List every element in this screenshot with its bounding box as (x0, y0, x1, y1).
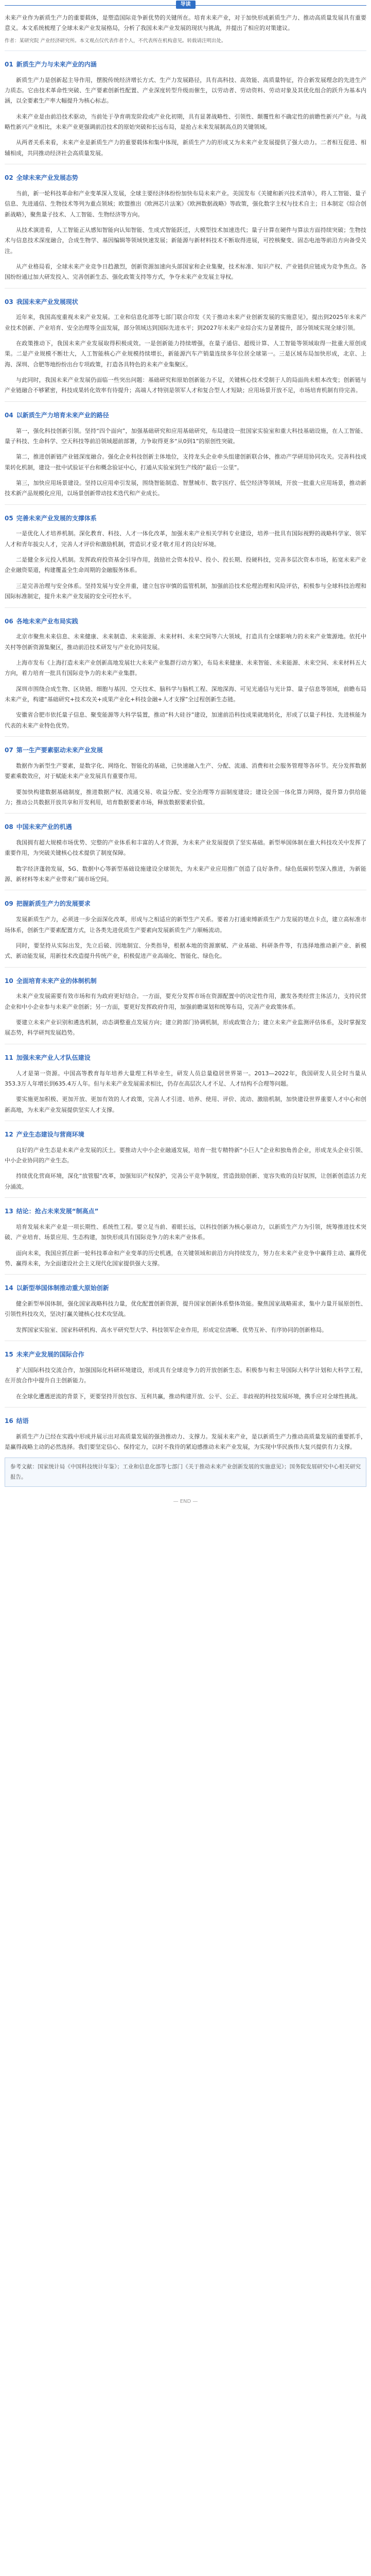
body-paragraph: 要加快构建数据基础制度，推进数据产权、流通交易、收益分配、安全治理等方面制度建设；建设全国一体化算力网络，提升算力供给能力；推动公共数据开放共享和开发利用，培育数据要素市场，释放数据要素价值。 (5, 788, 366, 806)
section-number: 08 (5, 823, 13, 831)
section-heading (5, 173, 366, 183)
body-paragraph: 从技术演进看，人工智能正从感知智能向认知智能、生成式智能跃迁，大模型技术加速迭代；量子计算在硬件与算法方面持续突破；生物技术与信息技术深度融合，合成生物学、基因编辑等领域快速发展；新能源与新材料技术不断取得进展，可控核聚变、固态电池等前沿方向备受关注。 (5, 226, 366, 255)
section-title: 以新型举国体制推动重大原始创新 (16, 1284, 109, 1292)
intro-paragraph: 未来产业作为新质生产力的重要载体，是塑造国际竞争新优势的关键所在。培育未来产业，对于加快形成新质生产力、推动高质量发展具有重要意义。本文系统梳理了全球未来产业发展格局，分析了我国未来产业发展的现状与挑战，并提出了相应的对策建议。 (5, 14, 366, 32)
article-section (5, 976, 366, 1039)
body-paragraph: 近年来，我国高度重视未来产业发展。工业和信息化部等七部门联合印发《关于推动未来产业创新发展的实施意见》，提出到2025年未来产业技术创新、产业培育、安全治理等全面发展，部分领域达到国际先进水平；到2027年未来产业综合实力显著提升，部分领域实现全球引领。 (5, 314, 366, 331)
section-heading (5, 976, 366, 987)
body-paragraph: 面向未来，我国应抓住新一轮科技革命和产业变革的历史机遇，在关键领域和前沿方向持续发力，努力在未来产业竞争中赢得主动、赢得优势、赢得未来，为全面建设社会主义现代化国家提供强大支撑。 (5, 1249, 366, 1267)
section-number: 03 (5, 298, 13, 306)
section-heading (5, 59, 366, 70)
section-divider (5, 967, 366, 968)
body-paragraph: 同时，要坚持从实际出发，先立后破、因地制宜、分类指导，根据本地的资源禀赋、产业基础、科研条件等，有选择地推动新产业、新模式、新动能发展，用新技术改造提升传统产业，积极促进产业高端化、智能化、绿色化。 (5, 942, 366, 960)
article-section (5, 410, 366, 499)
section-heading (5, 745, 366, 756)
section-heading (5, 1283, 366, 1294)
section-title: 各地未来产业布局实践 (16, 617, 78, 625)
section-number: 09 (5, 900, 13, 908)
article-section (5, 1129, 366, 1192)
body-paragraph: 发展新质生产力，必须进一步全面深化改革，形成与之相适应的新型生产关系。要着力打通束缚新质生产力发展的堵点卡点，建立高标准市场体系，创新生产要素配置方式，让各类先进优质生产要素向发展新质生产力顺畅流动。 (5, 916, 366, 934)
section-number: 16 (5, 1417, 13, 1425)
body-paragraph: 扩大国际科技交流合作，加强国际化科研环境建设，形成具有全球竞争力的开放创新生态。积极参与和主导国际大科学计划和大科学工程，在开放合作中提升自主创新能力。 (5, 1366, 366, 1384)
body-paragraph: 数字经济蓬勃发展，5G、数据中心等新型基础设施建设全球领先，为未来产业应用推广创造了良好条件。绿色低碳转型深入推进，为新能源、新材料等未来产业带来广阔市场空间。 (5, 865, 366, 883)
body-paragraph: 从两者关系来看，未来产业是新质生产力的重要载体和集中体现，新质生产力的形成又为未来产业发展提供了强大动力。二者相互促进、相辅相成，共同推动经济社会高质量发展。 (5, 139, 366, 157)
section-heading (5, 616, 366, 627)
body-paragraph: 安徽省合肥市依托量子信息、聚变能源等大科学装置，推动“科大硅谷”建设，加速前沿科技成果就地转化，形成了以量子科技、先进核能为代表的未来产业特色优势。 (5, 711, 366, 729)
article-section (5, 1053, 366, 1115)
section-title: 结论：抢占未来发展“制高点” (16, 1208, 99, 1215)
body-paragraph: 上海市发布《上海打造未来产业创新高地发展壮大未来产业集群行动方案》，布局未来健康、未来智能、未来能源、未来空间、未来材料五大方向，着力培育一批具有国际竞争力的未来产业集群。 (5, 659, 366, 677)
section-divider (5, 813, 366, 814)
section-divider (5, 504, 366, 505)
section-number: 13 (5, 1208, 13, 1215)
section-divider (5, 1197, 366, 1198)
section-title: 新质生产力与未来产业的内涵 (16, 60, 97, 68)
divider (5, 50, 366, 51)
body-paragraph: 二是健全多元投入机制。发挥政府投资基金引导作用，鼓励社会资本投早、投小、投长期、投硬科技，完善多层次资本市场，拓宽未来产业企业融资渠道，构建覆盖全生命周期的金融服务体系。 (5, 556, 366, 574)
section-number: 01 (5, 60, 13, 68)
body-paragraph: 第一，强化科技创新引领。坚持“四个面向”，加强基础研究和应用基础研究，布局建设一批国家实验室和重大科技基础设施，在人工智能、量子科技、生命科学、空天科技等前沿领域超前部署，力争取得更多“从0到1”的原创性突破。 (5, 427, 366, 445)
section-heading (5, 1349, 366, 1360)
body-paragraph: 未来产业发展需要有效市场和有为政府更好结合。一方面，要充分发挥市场在资源配置中的决定性作用，激发各类经营主体活力，支持民营企业和中小企业参与未来产业创新；另一方面，要更好发挥政府作用，加强前瞻谋划和统筹布局，完善产业政策体系。 (5, 993, 366, 1010)
body-paragraph: 在全球化遭遇逆流的背景下，更要坚持开放包容、互利共赢，推动构建开放、公平、公正、非歧视的科技发展环境，携手应对全球性挑战。 (16, 1393, 361, 1400)
section-title: 以新质生产力培育未来产业的路径 (16, 411, 109, 419)
end-marker: — END — (173, 1499, 198, 1505)
article-section (5, 1206, 366, 1269)
body-paragraph: 未来产业是由前沿技术驱动，当前处于孕育萌发阶段或产业化初期，具有显著战略性、引领性、颠覆性和不确定性的前瞻性新兴产业。与战略性新兴产业相比，未来产业更强调前沿技术的原始突破和长远布局，是抢占未来发展制高点的关键领域。 (5, 113, 366, 130)
reference-box: 参考文献：国家统计局《中国科技统计年鉴》；工业和信息化部等七部门《关于推动未来产业创新发展的实施意见》；国务院发展研究中心相关研究报告。 (5, 1458, 366, 1487)
section-heading (5, 1206, 366, 1217)
section-number: 06 (5, 617, 13, 625)
article-sections (5, 59, 366, 1453)
body-paragraph: 良好的产业生态是未来产业发展的沃土。要推动大中小企业融通发展，培育一批专精特新“小巨人”企业和独角兽企业，形成龙头企业引领、中小企业协同的产业生态。 (5, 1146, 366, 1164)
section-title: 结语 (16, 1417, 29, 1425)
article-section (5, 513, 366, 602)
section-divider (5, 607, 366, 608)
section-divider (5, 1407, 366, 1408)
body-paragraph: 培育发展未来产业是一项长期性、系统性工程。要立足当前、着眼长远，以科技创新为核心驱动力，以新质生产力为引领，统筹推进技术突破、产业培育、场景应用、生态构建，加快形成具有国际竞争力的未来产业体系。 (5, 1223, 366, 1241)
section-divider (5, 401, 366, 402)
section-number: 15 (5, 1351, 13, 1359)
body-paragraph: 人才是第一资源。中国高等教育每年培养大量理工科毕业生，研发人员总量稳居世界第一。2013—2022年，我国研发人员全时当量从353.3万人年增长到635.4万人年。但与未来产业发展需求相比，仍存在高层次人才不足、人才结构不合理等问题。 (5, 1070, 366, 1087)
header-badge: 导读 (176, 1, 196, 9)
section-heading (5, 297, 366, 308)
article-section (5, 1416, 366, 1452)
article-section (5, 173, 366, 283)
section-heading (5, 1053, 366, 1063)
body-paragraph: 我国拥有超大规模市场优势、完整的产业体系和丰富的人才资源，为未来产业发展提供了坚实基础。新型举国体制在重大科技攻关中发挥了重要作用，为突破关键核心技术提供了制度保障。 (5, 839, 366, 857)
section-heading (5, 1129, 366, 1140)
body-paragraph: 要建立未来产业识别和遴选机制，动态调整重点发展方向；建立跨部门协调机制，形成政策合力；建立未来产业监测评估体系，及时掌握发展态势，科学研判发展趋势。 (5, 1019, 366, 1037)
section-number: 05 (5, 514, 13, 522)
author-note: 作者：某研究院 产业经济研究所。本文观点仅代表作者个人，不代表所在机构意见。转载请注明出处。 (5, 38, 226, 44)
section-number: 07 (5, 747, 13, 754)
section-divider (5, 736, 366, 737)
body-paragraph: 第二，推进创新链产业链深度融合。强化企业科技创新主体地位，支持龙头企业牵头组建创新联合体，推动产学研用协同攻关。完善科技成果转化机制，建设一批中试验证平台和概念验证中心，打通从实验室到生产线的“最后一公里”。 (5, 453, 366, 471)
body-paragraph: 数据作为新型生产要素，是数字化、网络化、智能化的基础，已快速融入生产、分配、流通、消费和社会服务管理等各环节。充分发挥数据要素乘数效应，对于赋能未来产业发展具有重要作用。 (5, 762, 366, 780)
body-paragraph: 发挥国家实验室、国家科研机构、高水平研究型大学、科技领军企业作用，形成定位清晰、优势互补、有序协同的创新格局。 (16, 1326, 327, 1333)
section-number: 11 (5, 1054, 13, 1061)
body-paragraph: 新质生产力已经在实践中形成并展示出对高质量发展的强劲推动力、支撑力。发展未来产业，是以新质生产力推动高质量发展的重要抓手，是赢得战略主动的必然选择。我们要坚定信心、保持定力，以时不我待的紧迫感推动未来产业发展，为实现中华民族伟大复兴提供有力支撑。 (5, 1433, 366, 1451)
section-heading (5, 899, 366, 909)
section-title: 第一生产要素驱动未来产业发展 (16, 747, 103, 754)
article-section (5, 59, 366, 159)
body-paragraph: 北京市聚焦未来信息、未来健康、未来制造、未来能源、未来材料、未来空间等六大领域，打造具有全球影响力的未来产业策源地。依托中关村等创新资源集聚区，推动前沿技术研发与产业化协同发展。 (5, 633, 366, 651)
article-section (5, 616, 366, 732)
section-title: 我国未来产业发展现状 (16, 298, 78, 306)
section-title: 加强未来产业人才队伍建设 (16, 1054, 91, 1061)
section-divider (5, 288, 366, 289)
body-paragraph: 三是完善治理与安全体系。坚持发展与安全并重，建立包容审慎的监管机制，加强前沿技术伦理治理和风险评估，积极参与全球科技治理和国际标准制定，提升未来产业发展的安全可控水平。 (5, 582, 366, 600)
body-paragraph: 一是优化人才培养机制。深化教育、科技、人才一体化改革，加强未来产业相关学科专业建设，培养一批具有国际视野的战略科学家、领军人才和青年拔尖人才，完善人才评价和激励机制，营造识才爱才敬才用才的良好环境。 (5, 530, 366, 548)
section-number: 02 (5, 174, 13, 182)
header-rule (5, 2, 366, 7)
section-number: 04 (5, 411, 13, 419)
section-number: 10 (5, 977, 13, 985)
section-heading (5, 822, 366, 833)
section-number: 14 (5, 1284, 13, 1292)
section-title: 全球未来产业发展态势 (16, 174, 78, 182)
section-title: 全面培育未来产业的体制机制 (16, 977, 97, 985)
body-paragraph: 健全新型举国体制，强化国家战略科技力量，优化配置创新资源，提升国家创新体系整体效能。聚焦国家战略需求，集中力量开展原创性、引领性科技攻关，坚决打赢关键核心技术攻坚战。 (5, 1300, 366, 1318)
body-paragraph: 在政策推动下，我国未来产业发展取得积极成效。一是创新能力持续增强，在量子通信、超级计算、人工智能等领域取得一批重大原创成果。二是产业规模不断壮大，人工智能核心产业规模持续增长，新能源汽车产销量连续多年位居全球第一。三是区域布局加快形成，北京、上海、深圳、合肥等地纷纷出台专项政策，打造各具特色的未来产业集聚区。 (5, 340, 366, 368)
article-section (5, 1349, 366, 1402)
article-section (5, 1283, 366, 1335)
body-paragraph: 新质生产力是创新起主导作用，摆脱传统经济增长方式、生产力发展路径，具有高科技、高效能、高质量特征，符合新发展理念的先进生产力质态。它由技术革命性突破、生产要素创新性配置、产业深度转型升级而催生，以劳动者、劳动资料、劳动对象及其优化组合的跃升为基本内涵，以全要素生产率大幅提升为核心标志。 (5, 76, 366, 105)
article-section (5, 822, 366, 885)
article-section (5, 899, 366, 961)
section-title: 未来产业发展的国际合作 (16, 1351, 84, 1359)
article-section (5, 745, 366, 808)
section-title: 完善未来产业发展的支撑体系 (16, 514, 97, 522)
section-number: 12 (5, 1130, 13, 1138)
section-title: 中国未来产业的机遇 (16, 823, 72, 831)
body-paragraph: 当前，新一轮科技革命和产业变革深入发展，全球主要经济体纷纷加快布局未来产业。美国发布《关键和新兴技术清单》，将人工智能、量子信息、先进通信、生物技术等列为重点领域；欧盟推出《欧洲芯片法案》《欧洲数据战略》等政策，强化数字主权与技术自主；日本制定《综合创新战略》，聚焦量子技术、人工智能、生物经济等方向。 (5, 190, 366, 218)
body-paragraph: 深圳市围绕合成生物、区块链、细胞与基因、空天技术、脑科学与脑机工程、深地深海、可见光通信与光计算、量子信息等领域，前瞻布局未来产业，构建“基础研究+技术攻关+成果产业化+科技金融+人才支撑”全过程创新生态链。 (5, 685, 366, 703)
section-heading (5, 513, 366, 524)
body-paragraph: 与此同时，我国未来产业发展仍面临一些突出问题：基础研究和原始创新能力不足，关键核心技术受制于人的局面尚未根本改变；创新链与产业链融合不够紧密，科技成果转化效率有待提升；高端人才特别是领军人才和复合型人才短缺；应用场景开放不足，市场培育机制有待完善。 (5, 377, 366, 394)
body-paragraph: 第三，加快应用场景建设。坚持以应用牵引发展，围绕智能制造、智慧城市、数字医疗、低空经济等领域，开放一批重大应用场景，推动新技术新产品规模化应用，以场景创新带动技术迭代和产业成长。 (5, 479, 366, 497)
section-heading (5, 410, 366, 421)
section-title: 把握新质生产力的发展要求 (16, 900, 91, 908)
section-divider (5, 1274, 366, 1275)
section-title: 产业生态建设与营商环境 (16, 1130, 84, 1138)
body-paragraph: 从产业格局看，全球未来产业竞争日趋激烈，创新资源加速向头部国家和企业集聚，技术标准、知识产权、产业链供应链成为竞争焦点。各国纷纷通过加大研发投入、完善创新生态、强化政策支持等方式，争夺未来产业发展主导权。 (5, 263, 366, 281)
article-section (5, 297, 366, 396)
body-paragraph: 持续优化营商环境，深化“放管服”改革，加强知识产权保护，完善公平竞争制度，营造鼓励创新、宽容失败的良好氛围，让创新创造活力充分涌流。 (5, 1173, 366, 1190)
body-paragraph: 要实施更加积极、更加开放、更加有效的人才政策，完善人才引进、培养、使用、评价、流动、激励机制，加快建设世界重要人才中心和创新高地，为未来产业发展提供坚实人才支撑。 (5, 1096, 366, 1113)
section-heading (5, 1416, 366, 1427)
